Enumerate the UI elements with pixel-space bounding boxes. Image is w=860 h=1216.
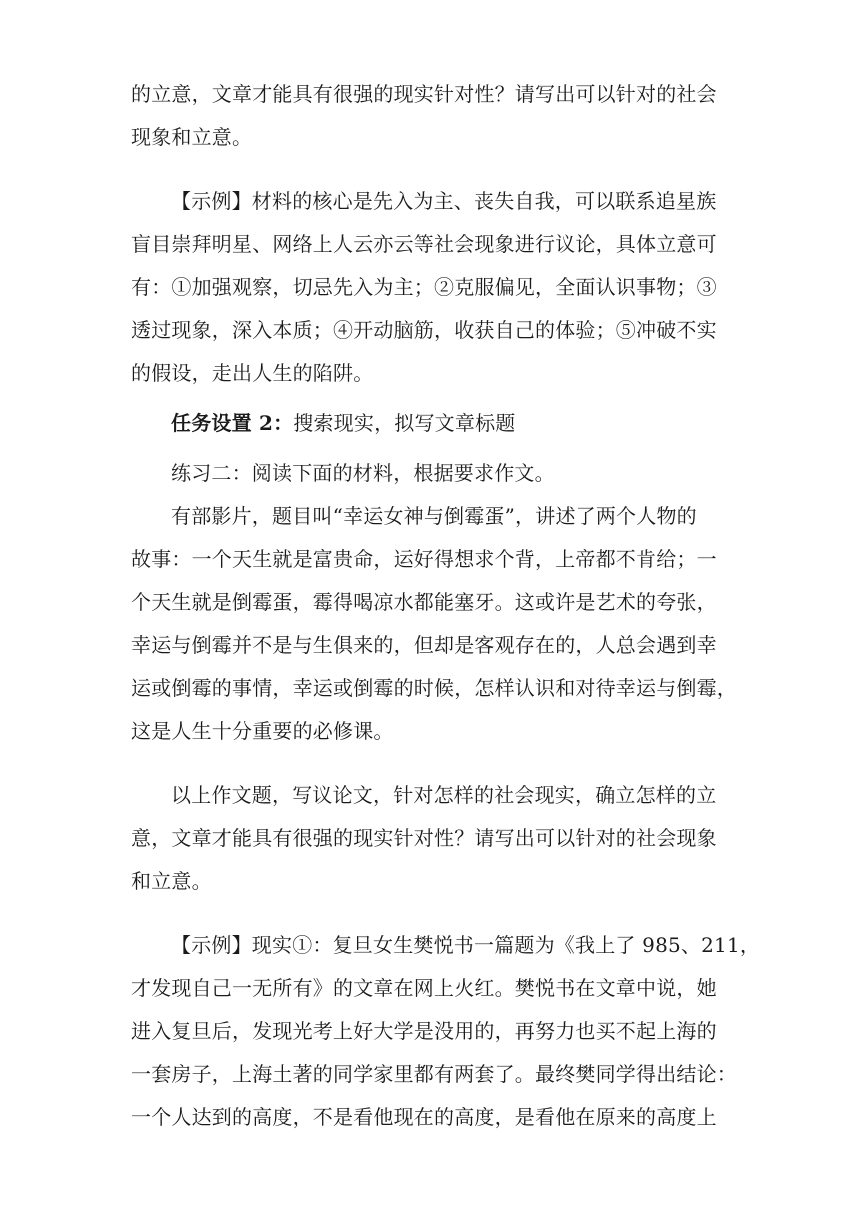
text-line xyxy=(0,861,860,901)
text-line xyxy=(0,582,860,622)
line-text: 才发现自己一无所有》的文章在网上火红。樊悦书在文章中说，她 xyxy=(131,976,717,1000)
line-text: 幸运与倒霉并不是与生俱来的，但却是客观存在的，人总会遇到幸 xyxy=(131,633,717,657)
text-line xyxy=(0,668,860,708)
text-line xyxy=(0,925,860,965)
text-line xyxy=(0,711,860,751)
text-line xyxy=(0,117,860,157)
text-line xyxy=(0,403,860,443)
line-text: 一套房子，上海土著的同学家里都有两套了。最终樊同学得出结论： xyxy=(131,1062,737,1086)
line-text: 透过现象，深入本质；④开动脑筋，收获自己的体验；⑤冲破不实 xyxy=(131,318,717,342)
line-text: 一个人达到的高度，不是看他现在的高度，是看他在原来的高度上 xyxy=(131,1105,717,1129)
text-line xyxy=(0,310,860,350)
line-text: 练习二：阅读下面的材料，根据要求作文。 xyxy=(171,461,555,485)
line-text: 有部影片，题目叫“幸运女神与倒霉蛋”，讲述了两个人物的 xyxy=(171,504,697,528)
text-line xyxy=(0,625,860,665)
text-line xyxy=(0,1054,860,1094)
line-text: 故事：一个天生就是富贵命，运好得想求个背，上帝都不肯给；一 xyxy=(131,547,717,571)
text-line xyxy=(0,496,860,536)
line-text: 盲目崇拜明星、网络上人云亦云等社会现象进行议论，具体立意可 xyxy=(131,232,717,256)
line-text: 进入复旦后，发现光考上好大学是没用的，再努力也买不起上海的 xyxy=(131,1019,717,1043)
line-text: 【示例】现实①：复旦女生樊悦书一篇题为《我上了 985、211， xyxy=(171,933,761,957)
line-text: 这是人生十分重要的必修课。 xyxy=(131,719,394,743)
section-heading: 任务设置 2： xyxy=(171,411,294,435)
line-text: 个天生就是倒霉蛋，霉得喝凉水都能塞牙。这或许是艺术的夸张， xyxy=(131,590,717,614)
line-text: 现象和立意。 xyxy=(131,125,253,149)
line-text: 的假设，走出人生的陷阱。 xyxy=(131,361,374,385)
text-line xyxy=(0,539,860,579)
text-line xyxy=(0,968,860,1008)
text-line xyxy=(0,453,860,493)
text-line xyxy=(0,74,860,114)
text-line xyxy=(0,775,860,815)
text-line xyxy=(0,1011,860,1051)
line-text: 的立意，文章才能具有很强的现实针对性？请写出可以针对的社会 xyxy=(131,82,717,106)
line-text: 运或倒霉的事情，幸运或倒霉的时候，怎样认识和对待幸运与倒霉， xyxy=(131,676,737,700)
text-line xyxy=(0,818,860,858)
text-line xyxy=(0,181,860,221)
line-text: 和立意。 xyxy=(131,869,212,893)
text-line xyxy=(0,1097,860,1137)
line-text: 【示例】材料的核心是先入为主、丧失自我，可以联系追星族 xyxy=(171,189,717,213)
line-text: 有：①加强观察，切忌先入为主；②克服偏见，全面认识事物；③ xyxy=(131,275,717,299)
text-line xyxy=(0,353,860,393)
line-text: 搜索现实，拟写文章标题 xyxy=(293,411,516,435)
text-line xyxy=(0,267,860,307)
line-text: 以上作文题，写议论文，针对怎样的社会现实，确立怎样的立 xyxy=(171,783,717,807)
text-line xyxy=(0,224,860,264)
line-text: 意，文章才能具有很强的现实针对性？请写出可以针对的社会现象 xyxy=(131,826,717,850)
